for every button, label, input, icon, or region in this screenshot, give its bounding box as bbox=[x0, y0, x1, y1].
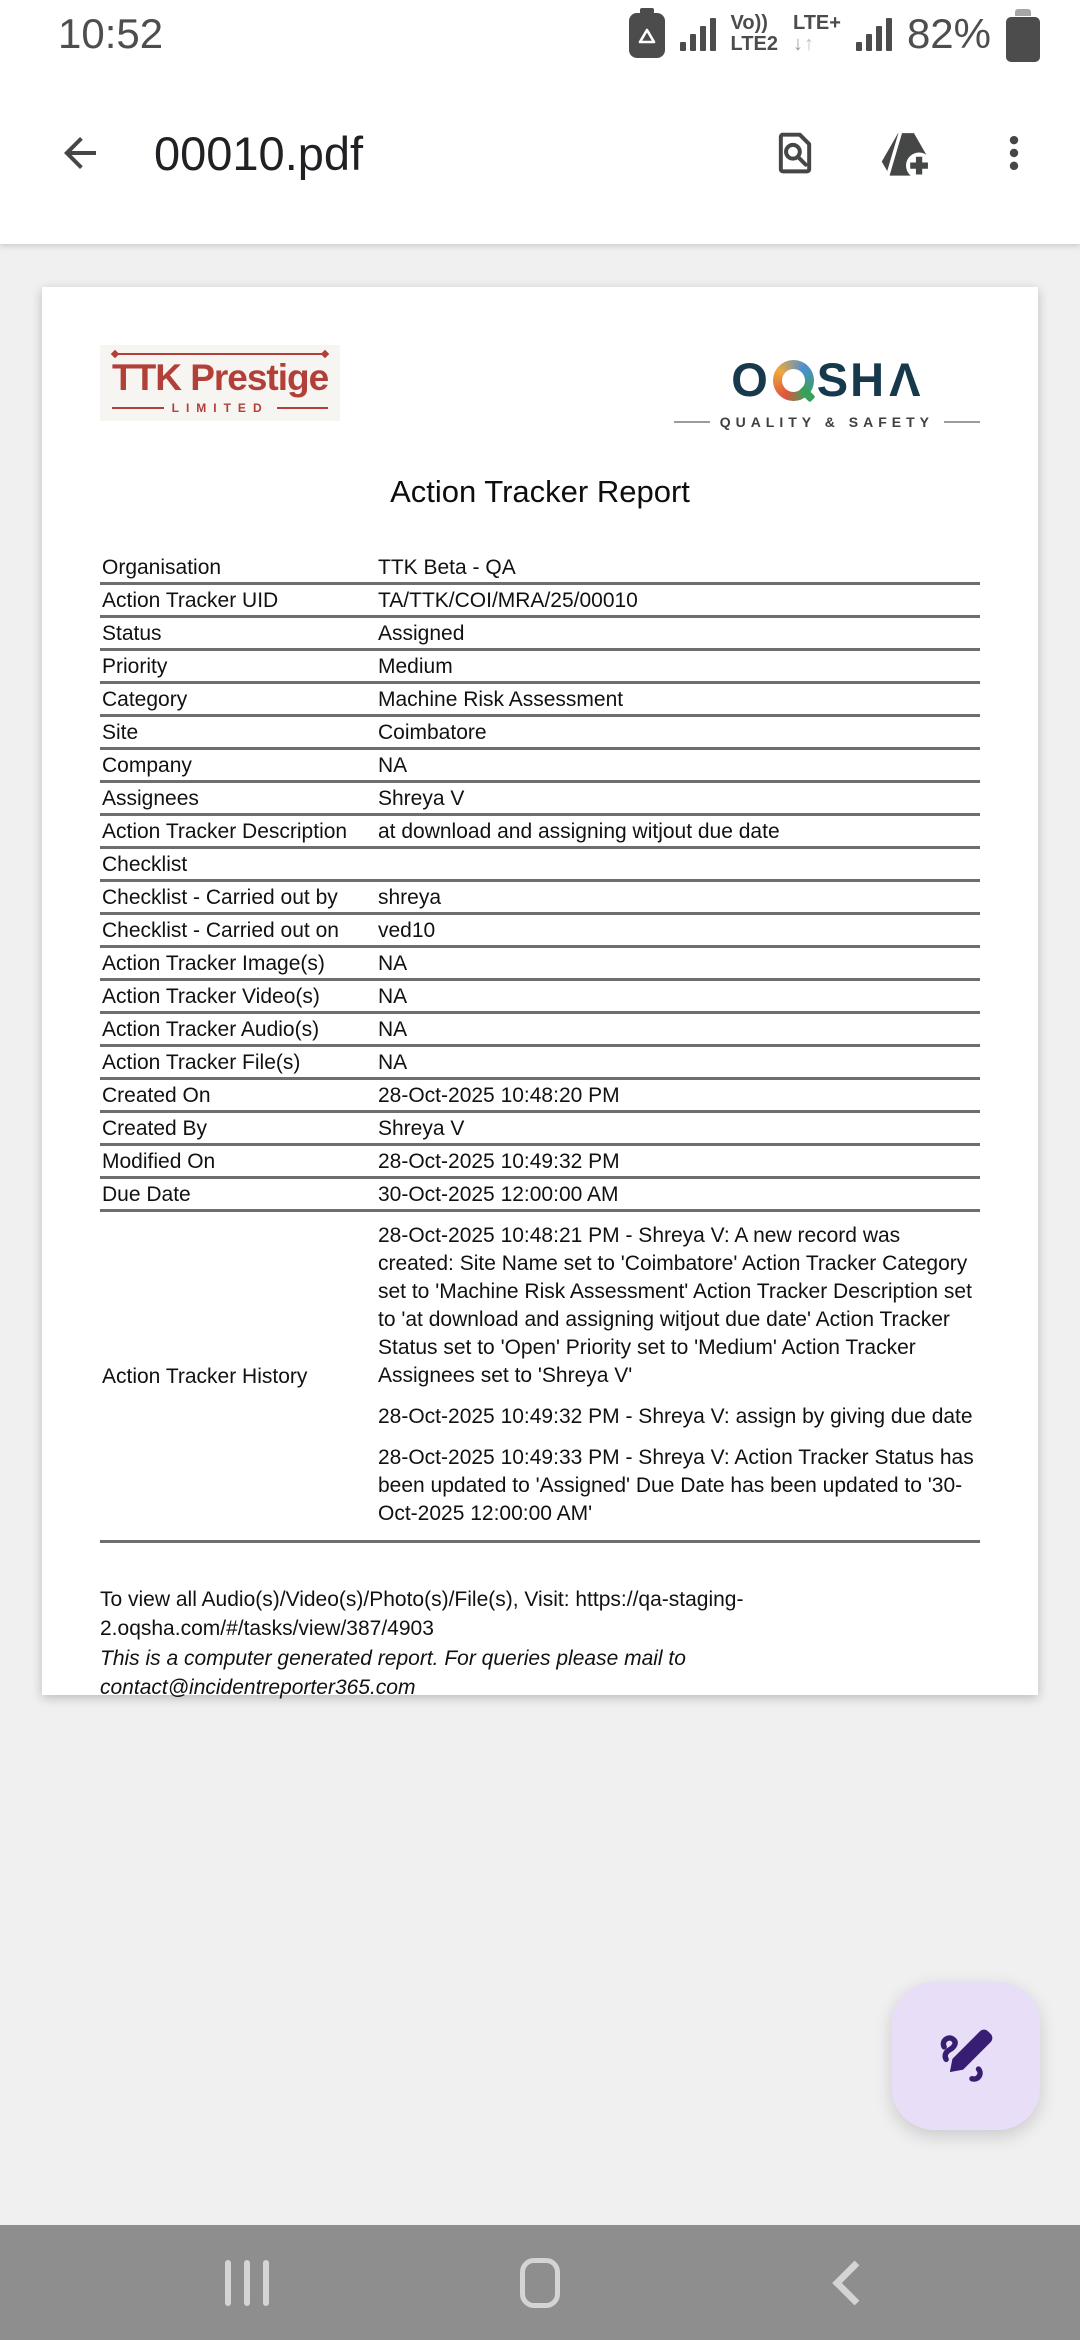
annotate-fab[interactable] bbox=[892, 1982, 1040, 2130]
recents-button[interactable] bbox=[172, 2225, 322, 2340]
navigation-back-button[interactable] bbox=[772, 2225, 922, 2340]
app-bar bbox=[0, 62, 1080, 244]
signal-strength-icon-1 bbox=[680, 17, 716, 51]
row-value: NA bbox=[378, 754, 408, 777]
row-label: Action Tracker Image(s) bbox=[102, 952, 325, 975]
battery-percent: 82% bbox=[906, 10, 991, 57]
history-row bbox=[100, 1212, 980, 1543]
table-row bbox=[100, 816, 980, 849]
row-value: Machine Risk Assessment bbox=[378, 688, 624, 711]
oqsha-tagline-row bbox=[674, 414, 980, 430]
logo-rule-top bbox=[114, 353, 326, 355]
table-row bbox=[100, 1146, 980, 1179]
row-value: NA bbox=[378, 985, 408, 1008]
battery-saver-icon bbox=[629, 13, 665, 58]
oqsha-q-ring-icon bbox=[773, 360, 814, 401]
row-label: Assignees bbox=[102, 787, 199, 810]
arrow-left-icon bbox=[56, 129, 104, 177]
ttk-limited-row bbox=[112, 401, 328, 415]
home-button[interactable] bbox=[465, 2225, 615, 2340]
battery-icon bbox=[1006, 9, 1040, 62]
table-row bbox=[100, 981, 980, 1014]
recents-icon bbox=[225, 2260, 269, 2306]
pdf-page bbox=[42, 287, 1038, 1699]
table-row bbox=[100, 849, 980, 882]
history-entry: 28-Oct-2025 10:49:33 PM - Shreya V: Action Tracker Status has been updated to 'Assigned' Due Date has been updated to '30-Oct-2025 12:00:00 AM' bbox=[378, 1446, 974, 1525]
row-label: Category bbox=[102, 688, 188, 711]
status-icons bbox=[629, 7, 1040, 62]
row-value: ved10 bbox=[378, 919, 436, 942]
row-label: Due Date bbox=[102, 1183, 191, 1206]
row-value: 28-Oct-2025 10:48:20 PM bbox=[378, 1084, 620, 1107]
row-value: NA bbox=[378, 1018, 408, 1041]
add-to-drive-button[interactable] bbox=[878, 125, 934, 181]
overflow-menu-button[interactable] bbox=[992, 131, 1036, 175]
ttk-prestige-logo bbox=[100, 345, 340, 421]
row-value: NA bbox=[378, 1051, 408, 1074]
system-navigation-bar bbox=[0, 2225, 1080, 2340]
row-label: Organisation bbox=[102, 556, 222, 579]
data-activity-arrows-icon: ↓↑ bbox=[792, 33, 815, 55]
row-label: Action Tracker Description bbox=[102, 820, 348, 843]
row-value: Shreya V bbox=[378, 787, 465, 810]
table-row bbox=[100, 1080, 980, 1113]
row-label: Status bbox=[102, 622, 162, 645]
row-value bbox=[378, 853, 978, 877]
row-value: Assigned bbox=[378, 622, 465, 645]
row-value: TTK Beta - QA bbox=[378, 556, 516, 579]
row-label: Created On bbox=[102, 1084, 211, 1107]
table-row bbox=[100, 684, 980, 717]
row-label: Checklist bbox=[102, 853, 188, 876]
back-button[interactable] bbox=[56, 129, 104, 177]
home-icon bbox=[520, 2258, 560, 2308]
row-label: Action Tracker UID bbox=[102, 589, 279, 612]
report-footer bbox=[100, 1585, 980, 1702]
row-label: Modified On bbox=[102, 1150, 216, 1173]
history-entry: 28-Oct-2025 10:49:32 PM - Shreya V: assign by giving due date bbox=[378, 1405, 973, 1428]
row-label: Action Tracker Audio(s) bbox=[102, 1018, 320, 1041]
report-header bbox=[100, 345, 980, 430]
pdf-viewer-canvas[interactable] bbox=[0, 244, 1080, 2225]
report-link-line[interactable]: To view all Audio(s)/Video(s)/Photo(s)/File(s), Visit: https://qa-staging-2.oqsha.com/#/tasks/view/387/4903 bbox=[100, 1588, 744, 1640]
row-label: Checklist - Carried out by bbox=[102, 886, 338, 909]
table-row bbox=[100, 915, 980, 948]
row-label: Checklist - Carried out on bbox=[102, 919, 339, 942]
table-row bbox=[100, 1179, 980, 1212]
row-value: 30-Oct-2025 12:00:00 AM bbox=[378, 1183, 619, 1206]
table-row bbox=[100, 552, 980, 585]
signal-strength-icon-2 bbox=[856, 17, 892, 51]
table-row bbox=[100, 585, 980, 618]
table-row bbox=[100, 882, 980, 915]
history-entry: 28-Oct-2025 10:48:21 PM - Shreya V: A new record was created: Site Name set to 'Coimbatore' Action Tracker Category set to 'Machine Risk Assessment' Action Tracker Description set to 'at download and assigning witjout due date' Action Tracker Status set to 'Open' Priority set to 'Medium' Action Tracker Assignees set to 'Shreya V' bbox=[378, 1224, 972, 1387]
table-row bbox=[100, 1014, 980, 1047]
ttk-limited-label: LIMITED bbox=[171, 401, 269, 415]
generated-note: This is a computer generated report. For queries please mail to contact@incidentreporter365.com bbox=[100, 1647, 686, 1699]
row-label: Action Tracker Video(s) bbox=[102, 985, 320, 1008]
row-value: shreya bbox=[378, 886, 442, 909]
row-label: Action Tracker File(s) bbox=[102, 1051, 301, 1074]
table-row bbox=[100, 1113, 980, 1146]
table-row bbox=[100, 783, 980, 816]
table-row bbox=[100, 948, 980, 981]
row-value: Medium bbox=[378, 655, 453, 678]
row-value: TA/TTK/COI/MRA/25/00010 bbox=[378, 589, 638, 612]
row-value: NA bbox=[378, 952, 408, 975]
oqsha-wordmark: O SH Λ bbox=[731, 353, 923, 406]
recycle-glyph bbox=[635, 24, 659, 48]
report-title: Action Tracker Report bbox=[390, 474, 690, 509]
three-dots-vertical-icon bbox=[992, 131, 1036, 175]
app-bar-actions bbox=[770, 125, 1036, 181]
find-in-document-icon bbox=[770, 128, 820, 178]
oqsha-logo bbox=[674, 355, 980, 430]
row-value: 28-Oct-2025 10:49:32 PM bbox=[378, 1150, 620, 1173]
add-to-drive-icon bbox=[878, 125, 934, 181]
table-row bbox=[100, 651, 980, 684]
network-label-volte: Vo)) LTE2 bbox=[730, 12, 778, 55]
report-table bbox=[100, 552, 980, 1543]
history-entries bbox=[378, 1216, 978, 1538]
chevron-left-icon bbox=[827, 2257, 867, 2309]
row-label: Priority bbox=[102, 655, 168, 678]
ttk-prestige-wordmark: TTK Prestige bbox=[112, 357, 329, 398]
stylus-note-icon bbox=[932, 2022, 1000, 2090]
row-label: Action Tracker History bbox=[102, 1365, 308, 1388]
table-row bbox=[100, 1047, 980, 1080]
row-label: Company bbox=[102, 754, 192, 777]
row-label: Site bbox=[102, 721, 139, 744]
oqsha-tagline: QUALITY & SAFETY bbox=[719, 414, 934, 430]
row-value: Shreya V bbox=[378, 1117, 465, 1140]
find-in-document-button[interactable] bbox=[770, 128, 820, 178]
row-label: Created By bbox=[102, 1117, 208, 1140]
document-title: 00010.pdf bbox=[154, 126, 364, 180]
status-bar bbox=[0, 0, 1080, 62]
clock: 10:52 bbox=[58, 10, 164, 57]
table-row bbox=[100, 618, 980, 651]
row-value: Coimbatore bbox=[378, 721, 487, 744]
network-label-lte: LTE+ ↓↑ bbox=[792, 12, 841, 55]
table-row bbox=[100, 717, 980, 750]
row-value: at download and assigning witjout due date bbox=[378, 820, 780, 843]
table-row bbox=[100, 750, 980, 783]
